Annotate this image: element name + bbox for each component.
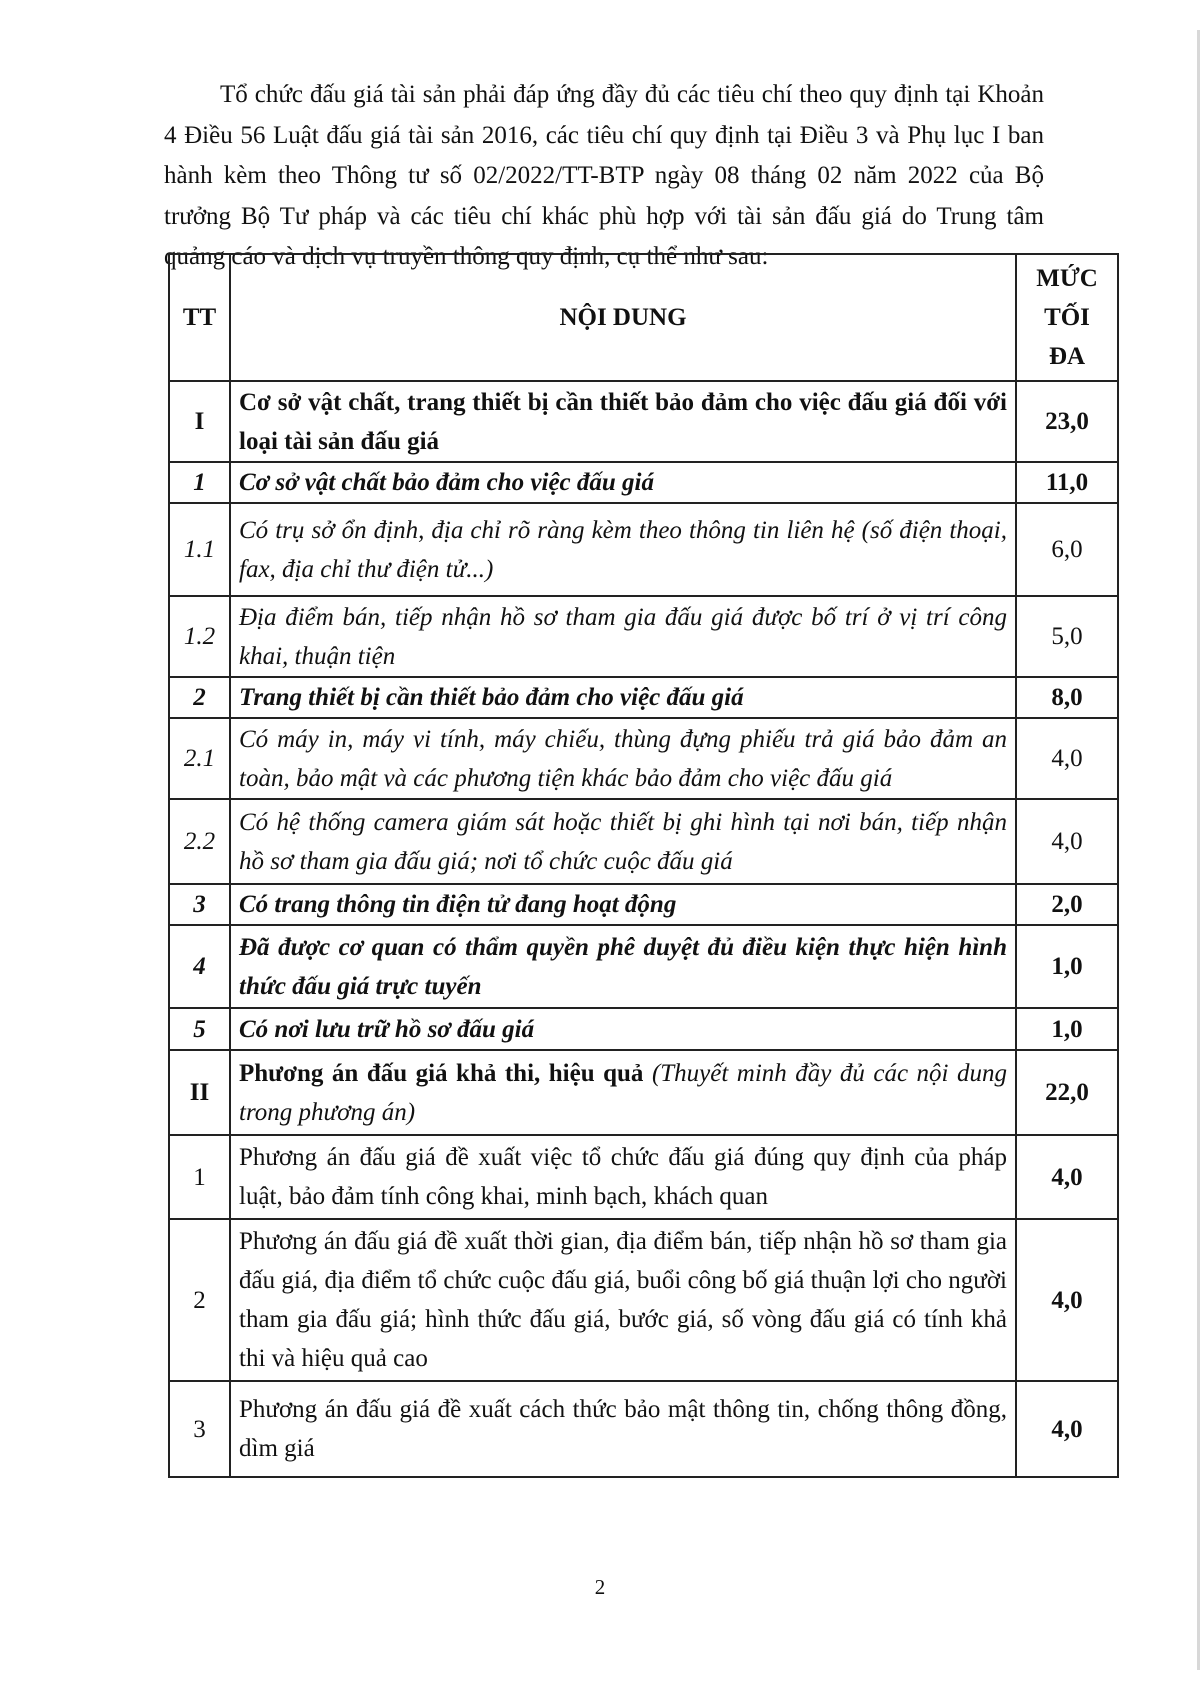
row-max: 4,0 <box>1016 718 1118 799</box>
table-row <box>169 1219 1118 1381</box>
row-max: 22,0 <box>1016 1050 1118 1135</box>
row-tt: 1.1 <box>169 503 230 596</box>
row-max: 8,0 <box>1016 677 1118 718</box>
table-row <box>169 462 1118 503</box>
header-max-line-2: TỐI <box>1044 304 1090 331</box>
row-tt: 2.1 <box>169 718 230 799</box>
row-tt: 4 <box>169 925 230 1008</box>
row-content: Có nơi lưu trữ hồ sơ đấu giá <box>230 1008 1016 1050</box>
row-max: 23,0 <box>1016 381 1118 462</box>
row-tt: 1 <box>169 1135 230 1219</box>
row-tt: II <box>169 1050 230 1135</box>
table-row <box>169 677 1118 718</box>
row-tt: 1 <box>169 462 230 503</box>
row-max: 4,0 <box>1016 1135 1118 1219</box>
row-tt: 3 <box>169 1381 230 1477</box>
intro-paragraph: Tổ chức đấu giá tài sản phải đáp ứng đầy đủ các tiêu chí theo quy định tại Khoản 4 Điều 56 Luật đấu giá tài sản 2016, các tiêu chí quy định tại Điều 3 và Phụ lục I ban hành kèm theo Thông tư số 02/2022/TT-BTP ngày 08 tháng 02 năm 2022 của Bộ trưởng Bộ Tư pháp và các tiêu chí khác phù hợp với tài sản đấu giá do Trung tâm quảng cáo và dịch vụ truyền thông quy định, cụ thể như sau: <box>164 81 1044 270</box>
row-content: Phương án đấu giá đề xuất thời gian, địa điểm bán, tiếp nhận hồ sơ tham gia đấu giá, địa điểm tổ chức cuộc đấu giá, buổi công bố giá thuận lợi cho người tham gia đấu giá; hình thức đấu giá, bước giá, số vòng đấu giá có tính khả thi và hiệu quả cao <box>230 1219 1016 1381</box>
row-content: Phương án đấu giá đề xuất cách thức bảo mật thông tin, chống thông đồng, dìm giá <box>230 1381 1016 1477</box>
row-max: 2,0 <box>1016 884 1118 925</box>
table-header-row <box>169 254 1118 381</box>
table-row <box>169 1050 1118 1135</box>
row-tt: I <box>169 381 230 462</box>
row-tt: 3 <box>169 884 230 925</box>
row-max: 1,0 <box>1016 1008 1118 1050</box>
row-content: Có trang thông tin điện tử đang hoạt động <box>230 884 1016 925</box>
header-tt: TT <box>169 254 230 381</box>
table-row <box>169 596 1118 677</box>
table-row <box>169 799 1118 884</box>
row-max: 1,0 <box>1016 925 1118 1008</box>
table-row <box>169 1135 1118 1219</box>
row-tt: 5 <box>169 1008 230 1050</box>
row-tt: 2 <box>169 677 230 718</box>
criteria-table <box>168 253 1119 1478</box>
row-max: 4,0 <box>1016 799 1118 884</box>
row-content: Trang thiết bị cần thiết bảo đảm cho việc đấu giá <box>230 677 1016 718</box>
row-content-note: (Thuyết minh đầy đủ các nội dung trong phương án) <box>239 1059 1007 1126</box>
table-row <box>169 503 1118 596</box>
row-content-title: Phương án đấu giá khả thi, hiệu quả <box>239 1059 644 1087</box>
header-max-line-1: MỨC <box>1036 265 1098 292</box>
row-content: Có máy in, máy vi tính, máy chiếu, thùng đựng phiếu trả giá bảo đảm an toàn, bảo mật và các phương tiện khác bảo đảm cho việc đấu giá <box>230 718 1016 799</box>
row-content: Có hệ thống camera giám sát hoặc thiết bị ghi hình tại nơi bán, tiếp nhận hồ sơ tham gia đấu giá; nơi tổ chức cuộc đấu giá <box>230 799 1016 884</box>
row-content: Phương án đấu giá đề xuất việc tổ chức đấu giá đúng quy định của pháp luật, bảo đảm tính công khai, minh bạch, khách quan <box>230 1135 1016 1219</box>
row-tt: 2 <box>169 1219 230 1381</box>
row-max: 5,0 <box>1016 596 1118 677</box>
table-row <box>169 1381 1118 1477</box>
row-tt: 2.2 <box>169 799 230 884</box>
row-content: Cơ sở vật chất, trang thiết bị cần thiết bảo đảm cho việc đấu giá đối với loại tài sản đấu giá <box>230 381 1016 462</box>
table-row <box>169 381 1118 462</box>
row-tt: 1.2 <box>169 596 230 677</box>
row-max: 11,0 <box>1016 462 1118 503</box>
row-max: 4,0 <box>1016 1219 1118 1381</box>
row-content: Cơ sở vật chất bảo đảm cho việc đấu giá <box>230 462 1016 503</box>
row-content: Đã được cơ quan có thẩm quyền phê duyệt đủ điều kiện thực hiện hình thức đấu giá trực tuyến <box>230 925 1016 1008</box>
page-number: 2 <box>594 1575 606 1599</box>
table-row <box>169 1008 1118 1050</box>
table-row <box>169 884 1118 925</box>
row-max: 6,0 <box>1016 503 1118 596</box>
header-max <box>1016 254 1118 381</box>
header-max-line-3: ĐA <box>1048 343 1086 370</box>
header-content: NỘI DUNG <box>230 254 1016 381</box>
row-content: Địa điểm bán, tiếp nhận hồ sơ tham gia đấu giá được bố trí ở vị trí công khai, thuận tiện <box>230 596 1016 677</box>
row-content <box>230 1050 1016 1135</box>
row-content: Có trụ sở ổn định, địa chỉ rõ ràng kèm theo thông tin liên hệ (số điện thoại, fax, địa chỉ thư điện tử...) <box>230 503 1016 596</box>
table-row <box>169 718 1118 799</box>
row-max: 4,0 <box>1016 1381 1118 1477</box>
table-row <box>169 925 1118 1008</box>
